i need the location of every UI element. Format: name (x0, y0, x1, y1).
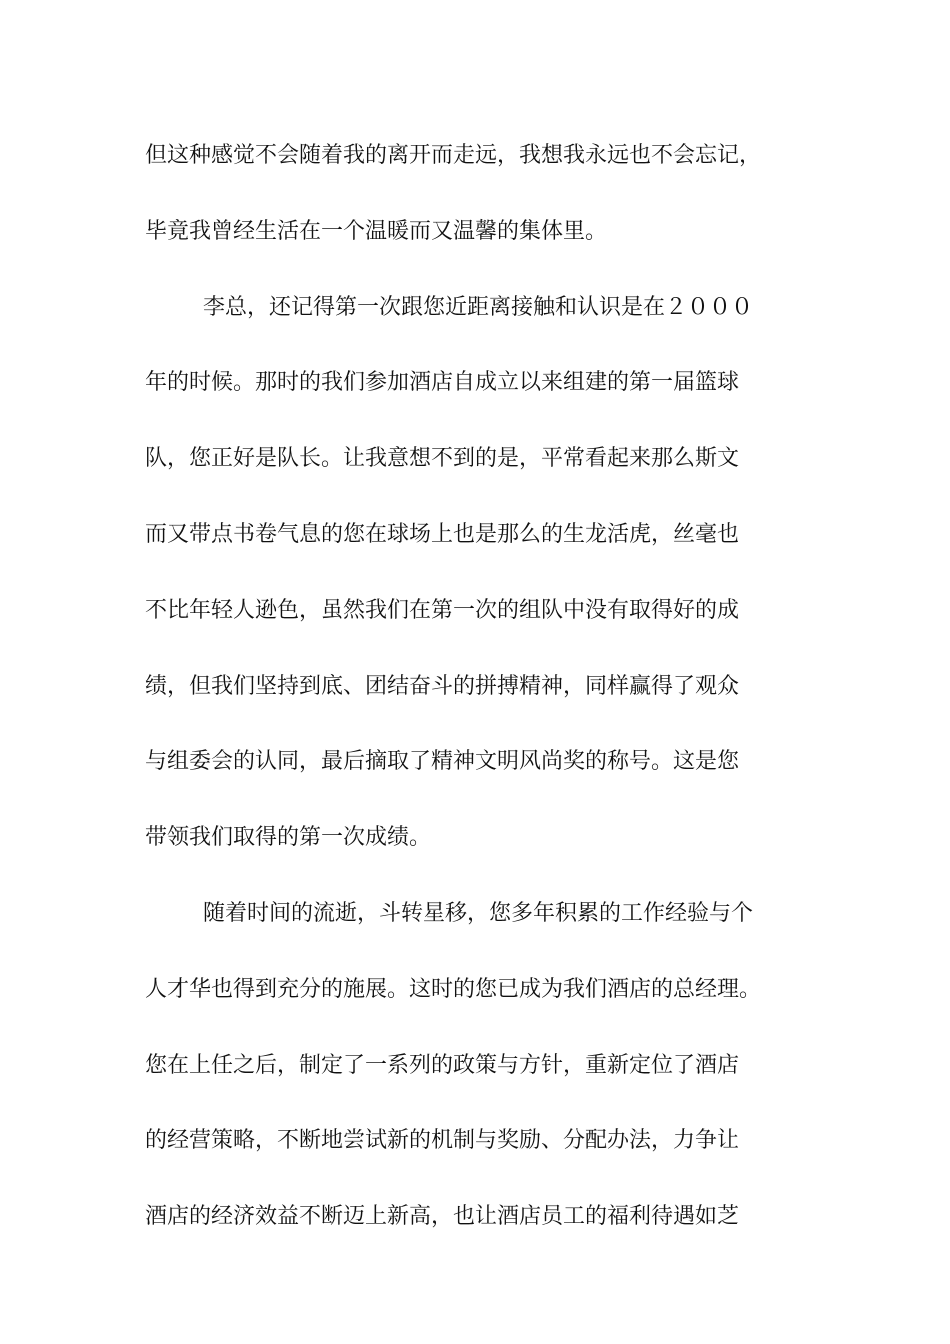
text-line: 人才华也得到充分的施展。这时的您已成为我们酒店的总经理。 (145, 976, 762, 1002)
text-line: 您在上任之后，制定了一系列的政策与方针，重新定位了酒店 (145, 1052, 740, 1078)
text-line: 毕竟我曾经生活在一个温暖而又温馨的集体里。 (145, 218, 608, 244)
text-line: 与组委会的认同，最后摘取了精神文明风尚奖的称号。这是您 (145, 749, 740, 775)
text-line: 而又带点书卷气息的您在球场上也是那么的生龙活虎，丝毫也 (145, 521, 740, 547)
text-line: 年的时候。那时的我们参加酒店自成立以来组建的第一届篮球 (145, 370, 740, 396)
text-line: 不比年轻人逊色，虽然我们在第一次的组队中没有取得好的成 (145, 597, 740, 623)
paragraph-first-line: 随着时间的流逝，斗转星移，您多年积累的工作经验与个 (203, 900, 754, 926)
text-line: 但这种感觉不会随着我的离开而走远，我想我永远也不会忘记， (145, 143, 762, 168)
text-line: 的经营策略，不断地尝试新的机制与奖励、分配办法，力争让 (145, 1128, 740, 1154)
text-line: 队，您正好是队长。让我意想不到的是，平常看起来那么斯文 (145, 446, 740, 472)
text-line: 带领我们取得的第一次成绩。 (145, 825, 432, 851)
body-text (145, 132, 835, 1269)
text-line: 酒店的经济效益不断迈上新高，也让酒店员工的福利待遇如芝 (145, 1204, 740, 1230)
text-line: 绩，但我们坚持到底、团结奋斗的拼搏精神，同样赢得了观众 (145, 673, 740, 699)
paragraph-first-line: 李总，还记得第一次跟您近距离接触和认识是在２０００ (203, 294, 754, 320)
